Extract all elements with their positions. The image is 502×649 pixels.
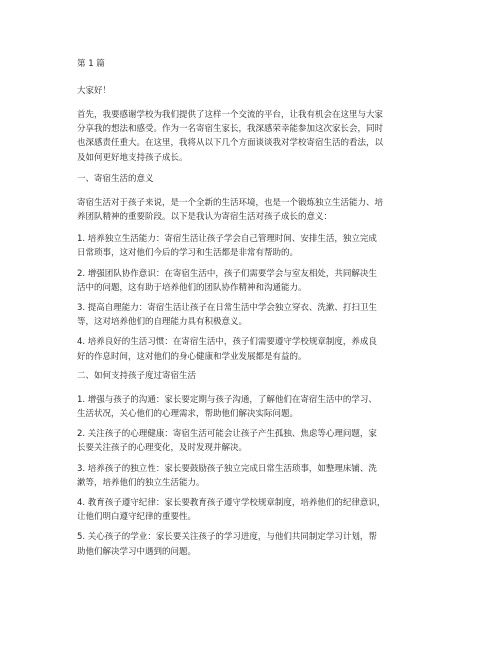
list-item: 2. 增强团队协作意识：在寄宿生活中，孩子们需要学会与室友相处，共同解决生 活中的问题，这有助于培养他们的团队协作精神和沟通能力。 bbox=[77, 268, 377, 293]
list-item: 1. 增强与孩子的沟通：家长要定期与孩子沟通，了解他们在寄宿生活中的学习、 生活状况，关心他们的心理需求，帮助他们解决实际问题。 bbox=[77, 394, 377, 420]
list-item: 3. 培养孩子的独立性：家长要鼓励孩子独立完成日常生活琐事，如整理床铺、洗 漱等，培养他们的独立生活能力。 bbox=[77, 463, 377, 488]
greeting: 大家好！ bbox=[77, 86, 112, 96]
list-item: 3. 提高自理能力：寄宿生活让孩子在日常生活中学会独立穿衣、洗漱、打扫卫生 等，这对培养他们的自理能力具有积极意义。 bbox=[77, 303, 377, 328]
section-heading: 一、寄宿生活的意义 bbox=[77, 173, 154, 184]
section-support bbox=[77, 370, 454, 559]
page-label: 第 1 篇 bbox=[77, 59, 105, 69]
list-item: 1. 培养独立生活能力：寄宿生活让孩子学会自己管理时间、安排生活，独立完成 日常琐事，这对他们今后的学习和生活都是非常有帮助的。 bbox=[77, 234, 377, 259]
list-item: 4. 教育孩子遵守纪律：家长要教育孩子遵守学校规章制度，培养他们的纪律意识， 让他们明白遵守纪律的重要性。 bbox=[77, 498, 386, 523]
section-meaning bbox=[77, 173, 454, 364]
section-paragraph: 寄宿生活对于孩子来说，是一个全新的生活环境，也是一个锻炼独立生活能力、培 养团队精神的重要阶段。以下是我认为寄宿生活对孩子成长的意义： bbox=[77, 197, 384, 223]
section-heading: 二、如何支持孩子度过寄宿生活 bbox=[77, 370, 197, 381]
list-item: 4. 培养良好的生活习惯：在寄宿生活中，孩子们需要遵守学校规章制度，养成良 好的作息时间，这对他们的身心健康和学业发展都是有益的。 bbox=[77, 337, 377, 362]
list-item: 2. 关注孩子的心理健康：寄宿生活可能会让孩子产生孤独、焦虑等心理问题，家 长要关注孩子的心理变化，及时发现并解决。 bbox=[77, 429, 377, 454]
intro-paragraph: 首先，我要感谢学校为我们提供了这样一个交流的平台，让我有机会在这里与大家 分享我的想法和感受。作为一名寄宿生家长，我深感荣幸能参加这次家长会，同时 也深感责任重大。在这里，我将从以下几个方面谈谈我对学校寄宿生活的看法，以 及如何更好地支持孩子成长。 bbox=[77, 110, 384, 163]
list-item: 5. 关心孩子的学业：家长要关注孩子的学习进度，与他们共同制定学习计划，帮 助他们解决学习中遇到的问题。 bbox=[77, 532, 377, 557]
